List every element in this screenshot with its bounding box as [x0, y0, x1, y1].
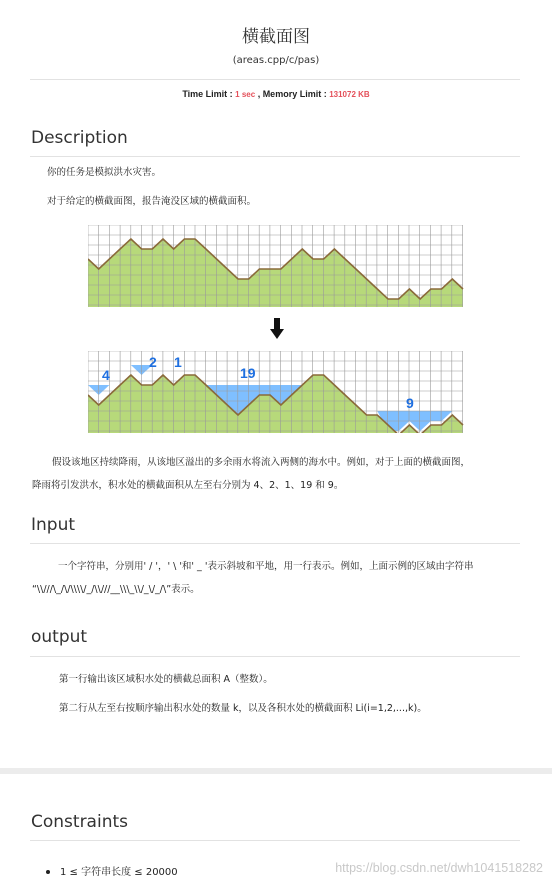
- description-line-2: 对于给定的横截面图，报告淹没区域的横截面积。: [47, 196, 257, 207]
- time-limit-label: Time Limit :: [182, 89, 236, 99]
- memory-limit-label: , Memory Limit :: [255, 89, 330, 99]
- input-paragraph: [32, 555, 532, 601]
- output-heading: output: [31, 627, 88, 647]
- down-arrow-icon: [270, 318, 284, 340]
- cross-section-figure-top: [88, 225, 464, 307]
- flood-label-2: 2: [149, 354, 157, 370]
- watermark: https://blog.csdn.net/dwh1041518282: [335, 861, 543, 875]
- cross-section-figure-bottom: [88, 351, 464, 433]
- flood-label-9: 9: [406, 395, 414, 411]
- bullet-icon: [46, 870, 50, 874]
- output-line-2: 第二行从左至右按顺序输出积水处的数量 k，以及各积水处的横截面积 Li(i=1,2,...,k)。: [59, 703, 427, 714]
- constraint-item: [46, 863, 178, 878]
- flood-label-19: 19: [240, 365, 256, 381]
- flood-label-1: 1: [174, 354, 182, 370]
- description-paragraph-line-1: 假设该地区持续降雨，从该地区溢出的多余雨水将流入两侧的海水中。例如，对于上面的横截面图，: [52, 457, 471, 468]
- description-heading: Description: [31, 128, 128, 148]
- page-title: 横截面图: [242, 27, 310, 47]
- memory-limit-value: 131072 KB: [329, 90, 370, 99]
- input-heading: Input: [31, 515, 76, 535]
- divider: [30, 79, 520, 80]
- divider: [30, 156, 520, 157]
- divider: [30, 840, 520, 841]
- constraint-text: 1 ≤ 字符串长度 ≤ 20000: [60, 867, 178, 878]
- constraints-heading: Constraints: [31, 812, 128, 832]
- flood-label-4: 4: [102, 367, 110, 383]
- output-line-1: 第一行输出该区域积水处的横截总面积 A（整数）。: [59, 674, 273, 685]
- divider: [30, 656, 520, 657]
- input-line-1: 一个字符串，分别用' / '，' \ '和' _ '表示斜坡和平地，用一行表示。例如，上面示例的区域由字符串: [58, 561, 474, 572]
- input-line-2: “\\///\_/\/\\\\/_/\\///__\\\_\\/_\/_/\”表示。: [32, 584, 200, 595]
- time-limit-value: 1 sec: [235, 90, 256, 99]
- description-paragraph-line-2: 降雨将引发洪水，积水处的横截面积从左至右分别为 4、2、1、19 和 9。: [32, 480, 344, 491]
- page-subtitle: (areas.cpp/c/pas): [232, 55, 320, 66]
- description-paragraph: [32, 451, 532, 497]
- description-line-1: 你的任务是模拟洪水灾害。: [47, 167, 162, 178]
- limits-line: [0, 89, 552, 99]
- section-separator: [0, 768, 552, 774]
- divider: [30, 543, 520, 544]
